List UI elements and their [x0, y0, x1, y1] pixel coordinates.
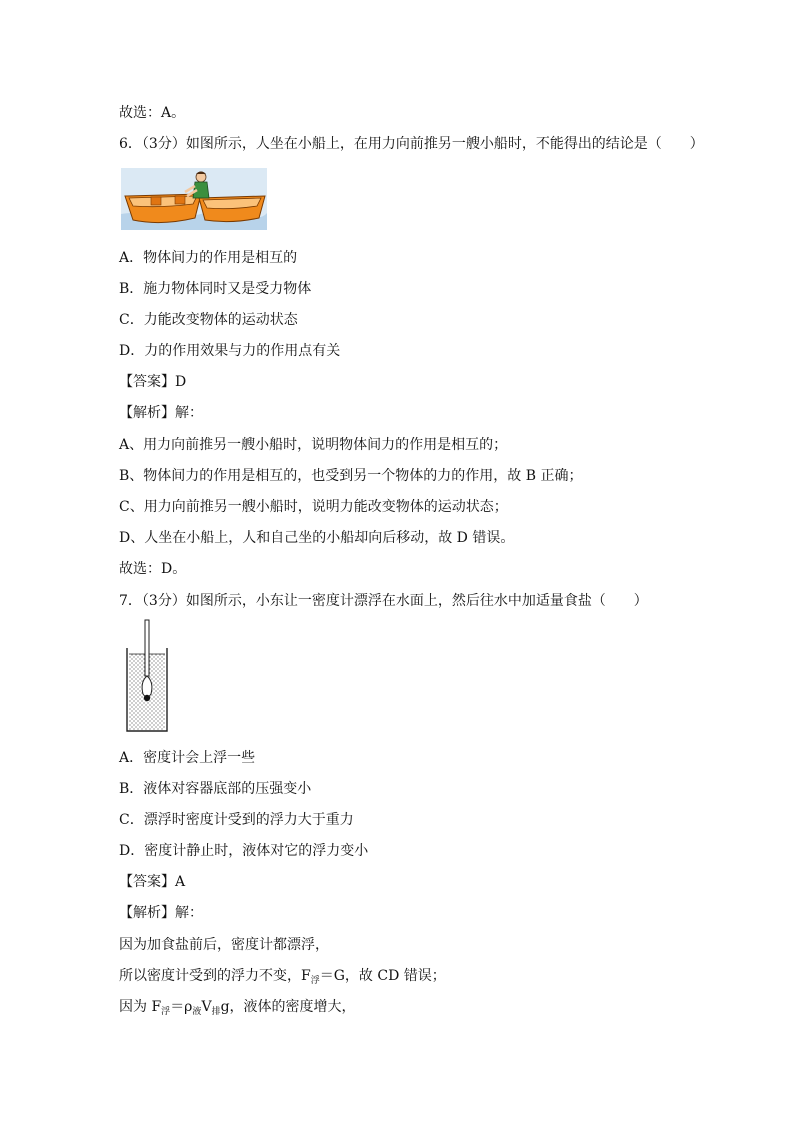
q7-line3-mid-2: V — [201, 999, 212, 1015]
q7-line3-sub-2: 液 — [192, 1007, 202, 1017]
hydrometer-beaker-illustration — [123, 618, 171, 734]
q7-option-b: B．液体对容器底部的压强变小 — [119, 781, 312, 797]
q6-option-b: B．施力物体同时又是受力物体 — [119, 281, 312, 297]
q6-analysis-a: A、用力向前推另一艘小船时，说明物体间力的作用是相互的； — [119, 437, 508, 453]
q7-line2-pre: 所以密度计受到的浮力不变，F — [119, 968, 311, 984]
q6-option-a: A．物体间力的作用是相互的 — [119, 250, 298, 266]
q6-analysis-c: C、用力向前推另一艘小船时，说明力能改变物体的运动状态； — [119, 499, 508, 515]
q7-line3-sub-3: 排 — [211, 1007, 221, 1017]
q7-line2-sub: 浮 — [310, 976, 320, 986]
q7-line3-pre: 因为 F — [119, 999, 162, 1015]
q7-analysis-line-2 — [119, 967, 446, 990]
q7-analysis-label: 【解析】解： — [119, 905, 203, 921]
q7-option-a: A．密度计会上浮一些 — [119, 750, 256, 766]
q7-analysis-line-3 — [119, 998, 356, 1021]
q7-line3-mid-1: ＝ρ — [170, 999, 193, 1015]
q7-line3-sub-1: 浮 — [161, 1007, 171, 1017]
boat-illustration — [121, 168, 267, 230]
q6-answer: 【答案】D — [119, 374, 187, 390]
q7-option-c: C．漂浮时密度计受到的浮力大于重力 — [119, 812, 354, 828]
q6-option-c: C．力能改变物体的运动状态 — [119, 312, 298, 328]
q6-final-answer: 故选：D。 — [119, 561, 187, 577]
q7-stem: 7．（3分）如图所示，小东让一密度计漂浮在水面上，然后往水中加适量食盐（ ） — [119, 593, 648, 609]
q6-option-d: D．力的作用效果与力的作用点有关 — [119, 343, 341, 359]
q7-analysis-line-1: 因为加食盐前后，密度计都漂浮， — [119, 937, 329, 953]
q7-answer: 【答案】A — [119, 874, 186, 890]
q5-final-answer: 故选：A。 — [119, 105, 186, 121]
q6-analysis-b: B、物体间力的作用是相互的，也受到另一个物体的力的作用，故 B 正确； — [119, 468, 583, 484]
q6-stem: 6．（3分）如图所示，人坐在小船上，在用力向前推另一艘小船时，不能得出的结论是（ ） — [119, 136, 704, 152]
q7-line2-post: ＝G，故 CD 错误； — [319, 968, 446, 984]
q7-line3-post: g，液体的密度增大， — [220, 999, 356, 1015]
q6-analysis-label: 【解析】解： — [119, 405, 203, 421]
q6-analysis-d: D、人坐在小船上，人和自己坐的小船却向后移动，故 D 错误。 — [119, 530, 515, 546]
q7-option-d: D．密度计静止时，液体对它的浮力变小 — [119, 843, 369, 859]
